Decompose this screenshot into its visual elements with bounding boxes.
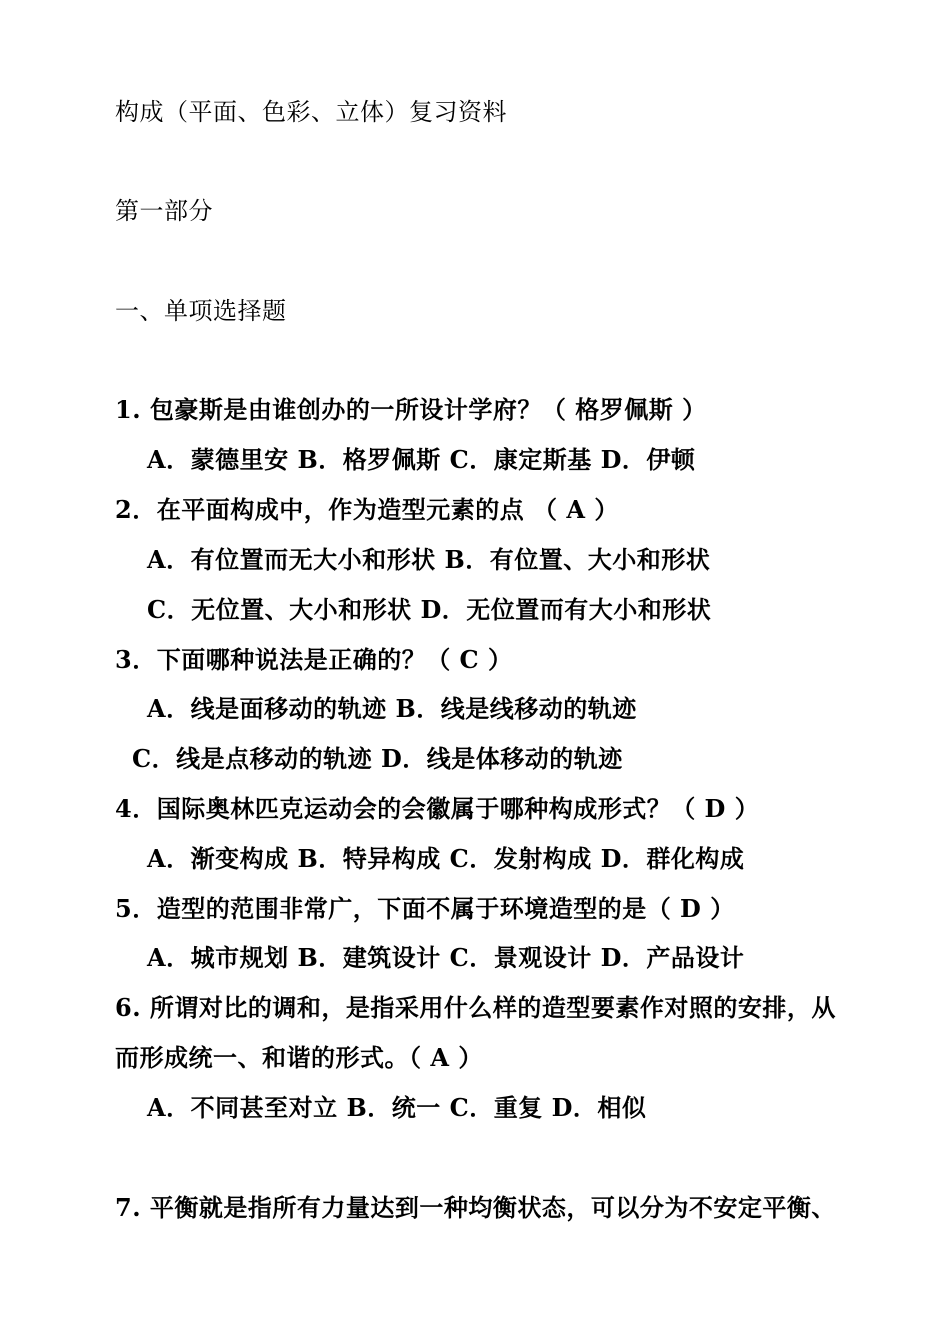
question-1-options: A．蒙德里安 B．格罗佩斯 C．康定斯基 D．伊顿 — [147, 445, 696, 474]
question-4-options: A．渐变构成 B．特异构成 C．发射构成 D．群化构成 — [147, 844, 745, 873]
question-3-options-b: C．线是点移动的轨迹 D．线是体移动的轨迹 — [132, 744, 623, 773]
question-6-options: A．不同甚至对立 B．统一 C．重复 D．相似 — [147, 1093, 647, 1122]
question-2-options-a: A．有位置而无大小和形状 B．有位置、大小和形状 — [147, 545, 711, 574]
question-3: 3．下面哪种说法是正确的？（ C ） — [115, 645, 513, 674]
document-title: 构成（平面、色彩、立体）复习资料 — [115, 98, 507, 126]
question-2-options-b: C．无位置、大小和形状 D．无位置而有大小和形状 — [147, 595, 712, 624]
question-5-options: A．城市规划 B．建筑设计 C．景观设计 D．产品设计 — [147, 943, 745, 972]
question-7-line-1: 7. 平衡就是指所有力量达到一种均衡状态，可以分为不安定平衡、 — [115, 1193, 836, 1222]
question-2: 2．在平面构成中，作为造型元素的点 （ A ） — [115, 495, 619, 524]
question-6-line-1: 6. 所谓对比的调和，是指采用什么样的造型要素作对照的安排，从 — [115, 993, 836, 1022]
question-1: 1. 包豪斯是由谁创办的一所设计学府？（ 格罗佩斯 ） — [115, 395, 707, 424]
question-6-line-2: 而形成统一、和谐的形式。（ A ） — [115, 1043, 483, 1072]
question-4: 4．国际奥林匹克运动会的会徽属于哪种构成形式？（ D ） — [115, 794, 760, 823]
part-heading: 第一部分 — [115, 197, 213, 225]
question-5: 5．造型的范围非常广，下面不属于环境造型的是（ D ） — [115, 894, 735, 923]
question-3-options-a: A．线是面移动的轨迹 B．线是线移动的轨迹 — [147, 694, 637, 723]
section-heading: 一、单项选择题 — [115, 297, 287, 325]
